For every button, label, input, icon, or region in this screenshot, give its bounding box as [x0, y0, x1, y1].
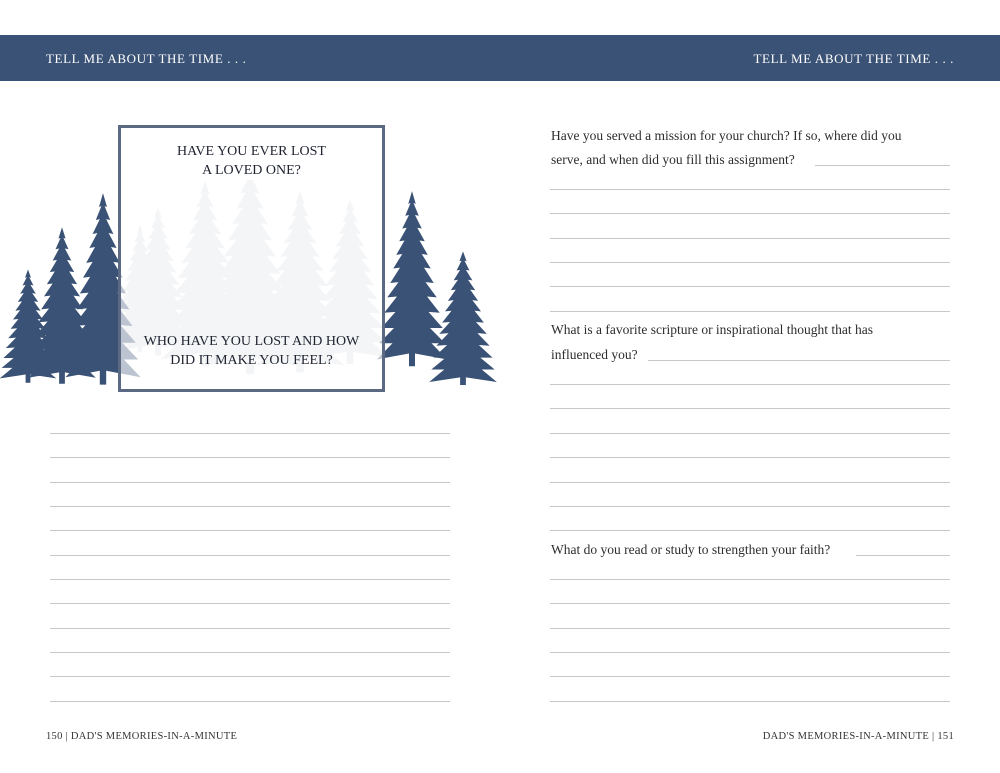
footer-right-page-number: DAD'S MEMORIES-IN-A-MINUTE | 151: [762, 731, 954, 742]
answer-line[interactable]: [550, 482, 950, 483]
answer-line[interactable]: [550, 408, 950, 409]
question-1-line2: serve, and when did you fill this assignment?: [551, 152, 795, 167]
writing-line[interactable]: [50, 506, 450, 507]
answer-line[interactable]: [550, 262, 950, 263]
writing-line[interactable]: [50, 579, 450, 580]
writing-line[interactable]: [50, 701, 450, 702]
answer-line[interactable]: [550, 457, 950, 458]
question-3-line1: What do you read or study to strengthen your faith?: [551, 542, 831, 557]
writing-line[interactable]: [50, 482, 450, 483]
answer-line[interactable]: [550, 506, 950, 507]
writing-line[interactable]: [50, 652, 450, 653]
header-title-right: TELL ME ABOUT THE TIME . . .: [753, 51, 954, 66]
answer-line[interactable]: [550, 628, 950, 629]
writing-line[interactable]: [50, 603, 450, 604]
writing-line[interactable]: [50, 676, 450, 677]
answer-line[interactable]: [550, 189, 950, 190]
writing-line[interactable]: [50, 530, 450, 531]
answer-line[interactable]: [550, 238, 950, 239]
prompt-box-question: [121, 142, 382, 180]
answer-line[interactable]: [550, 311, 950, 312]
blue-trees-right: [377, 191, 497, 385]
prompt-top-line1: HAVE YOU EVER LOST: [177, 144, 326, 159]
answer-line[interactable]: [856, 555, 950, 556]
answer-line[interactable]: [550, 701, 950, 702]
prompt-box: [118, 125, 385, 392]
prompt-bottom-line2: DID IT MAKE YOU FEEL?: [170, 353, 333, 368]
answer-line[interactable]: [815, 165, 950, 166]
writing-line[interactable]: [50, 433, 450, 434]
answer-line[interactable]: [550, 213, 950, 214]
header-banner: [0, 35, 1000, 81]
answer-line[interactable]: [550, 433, 950, 434]
writing-line[interactable]: [50, 628, 450, 629]
answer-line[interactable]: [648, 360, 950, 361]
answer-line[interactable]: [550, 676, 950, 677]
question-2-line2: influenced you?: [551, 347, 638, 362]
writing-line[interactable]: [50, 555, 450, 556]
answer-line[interactable]: [550, 603, 950, 604]
header-title-left: TELL ME ABOUT THE TIME . . .: [46, 51, 247, 66]
prompt-box-followup: [121, 332, 382, 370]
answer-line[interactable]: [550, 530, 950, 531]
writing-line[interactable]: [50, 457, 450, 458]
footer-left-page-number: 150 | DAD'S MEMORIES-IN-A-MINUTE: [46, 731, 238, 742]
answer-line[interactable]: [550, 579, 950, 580]
question-2-line1: What is a favorite scripture or inspirational thought that has: [551, 322, 874, 337]
answer-line[interactable]: [550, 652, 950, 653]
prompt-top-line2: A LOVED ONE?: [202, 163, 301, 178]
question-1-line1: Have you served a mission for your church? If so, where did you: [551, 128, 902, 143]
prompt-bottom-line1: WHO HAVE YOU LOST AND HOW: [143, 334, 360, 349]
answer-line[interactable]: [550, 384, 950, 385]
answer-line[interactable]: [550, 286, 950, 287]
